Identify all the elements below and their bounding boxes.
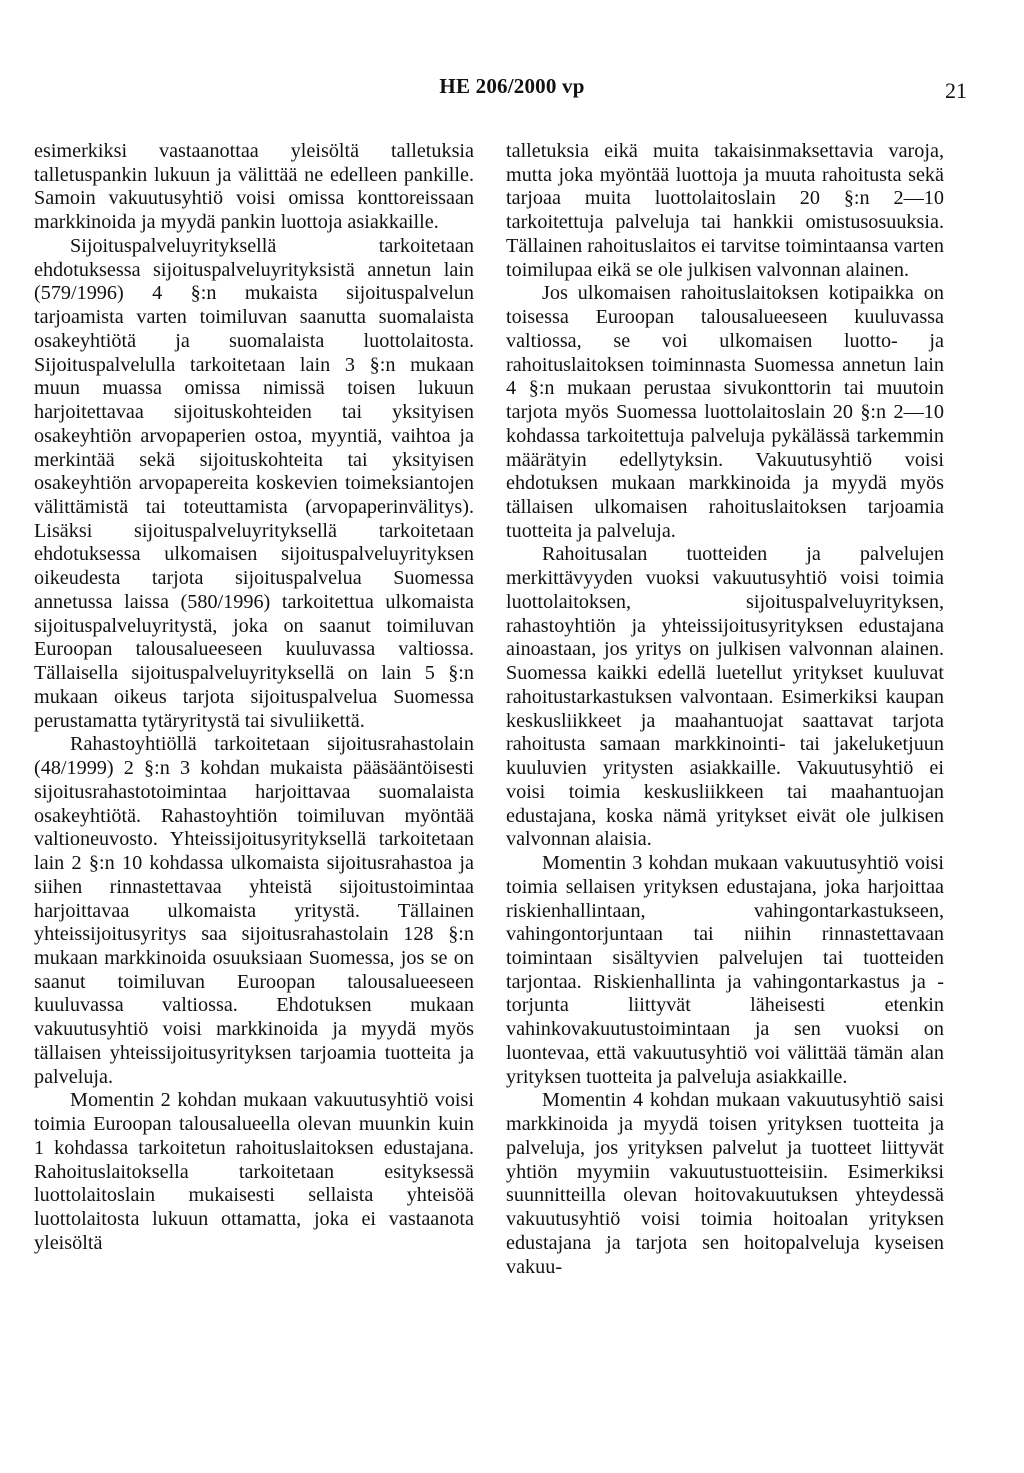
paragraph: Momentin 2 kohdan mukaan vakuutusyhtiö voisi toimia Euroopan talousalueella olevan muunkin kuin 1 kohdassa tarkoitetun rahoituslaitoksen edustajana. Rahoituslaitoksella tarkoitetaan esityksessä luottolaitoslain mukaisesti sellaista yhteisöä luottolaitosta lukuun ottamatta, joka ei vastaanota yleisöltä [34, 1089, 474, 1254]
paragraph: Rahastoyhtiöllä tarkoitetaan sijoitusrahastolain (48/1999) 2 §:n 3 kohdan mukaista pääsääntöisesti sijoitusrahastotoimintaa harjoittavaa suomalaista osakeyhtiötä. Rahastoyhtiön toimiluvan myöntää valtioneuvosto. Yhteissijoitusyrityksellä tarkoitetaan lain 2 §:n 10 kohdassa ulkomaista sijoitusrahastoa ja siihen rinnastettavaa yhteistä sijoitustoimintaa harjoittavaa ulkomaista yritystä. Tällainen yhteissijoitusyritys saa sijoitusrahastolain 128 §:n mukaan markkinoida osuuksiaan Suomessa, jos se on saanut toimiluvan Euroopan talousalueeseen kuuluvassa valtiossa. Ehdotuksen mukaan vakuutusyhtiö voisi markkinoida ja myydä myös tällaisen yhteissijoitusyrityksen tarjoamia tuotteita ja palveluja. [34, 733, 474, 1088]
document-id: HE 206/2000 vp [439, 74, 585, 98]
paragraph: esimerkiksi vastaanottaa yleisöltä talletuksia talletuspankin lukuun ja välittää ne edelleen pankille. Samoin vakuutusyhtiö voisi omissa konttoreissaan markkinoida ja myydä pankin luottoja asiakkaille. [34, 140, 474, 234]
paragraph: talletuksia eikä muita takaisinmaksettavia varoja, mutta joka myöntää luottoja ja muuta rahoitusta sekä tarjoaa muita luottolaitoslain 20 §:n 2—10 tarkoitettuja palveluja tai hankkii omistusosuuksia. Tällainen rahoituslaitos ei tarvitse toimintaansa varten toimilupaa eikä se ole julkisen valvonnan alainen. [506, 140, 944, 281]
paragraph: Rahoitusalan tuotteiden ja palvelujen merkittävyyden vuoksi vakuutusyhtiö voisi toimia luottolaitoksen, sijoituspalveluyrityksen, rahastoyhtiön ja yhteissijoitusyrityksen edustajana ainoastaan, jos yritys on julkisen valvonnan alainen. Suomessa kaikki edellä luetellut yritykset kuuluvat rahoitustarkastuksen valvontaan. Esimerkiksi kaupan keskusliikkeet ja maahantuojat saattavat tarjota rahoitusta samaan markkinointi- tai jakeluketjuun kuuluvien yritysten asiakkaille. Vakuutusyhtiö ei voisi toimia keskusliikkeen tai maahantuojan edustajana, koska nämä yritykset eivät ole julkisen valvonnan alaisia. [506, 543, 944, 851]
page-number: 21 [945, 78, 967, 103]
paragraph: Sijoituspalveluyrityksellä tarkoitetaan ehdotuksessa sijoituspalveluyrityksistä annetun lain (579/1996) 4 §:n mukaista sijoituspalvelun tarjoamista varten toimiluvan saanutta suomalaista osakeyhtiötä ja suomalaista luottolaitosta. Sijoituspalvelulla tarkoitetaan lain 3 §:n mukaan muun muassa omissa nimissä toisen lukuun harjoitettavaa sijoituskohteiden tai yksityisen osakeyhtiön arvopaperien ostoa, myyntiä, vaihtoa ja merkintää sekä sijoituskohteita tai yksityisen osakeyhtiön arvopapereita koskevien toimeksiantojen välittämistä tai toteuttamista (arvopaperinvälitys). Lisäksi sijoituspalveluyrityksellä tarkoitetaan ehdotuksessa ulkomaisen sijoituspalveluyrityksen oikeudesta tarjota sijoituspalvelua Suomessa annetussa laissa (580/1996) tarkoitettua ulkomaista sijoituspalveluyritystä, joka on saanut toimiluvan Euroopan talousalueeseen kuuluvassa valtiossa. Tällaisella sijoituspalveluyrityksellä on lain 5 §:n mukaan oikeus tarjota sijoituspalvelua Suomessa perustamatta tytäryritystä tai sivuliikettä. [34, 234, 474, 732]
paragraph: Momentin 4 kohdan mukaan vakuutusyhtiö saisi markkinoida ja myydä toisen yrityksen tuotteita ja palveluja, jos yrityksen palvelut ja tuotteet liittyvät yhtiön myymiin vakuutustuotteisiin. Esimerkiksi suunnitteilla olevan hoitovakuutuksen yhteydessä vakuutusyhtiö voisi toimia hoitoalan yrityksen edustajana ja tarjota sen hoitopalveluja kyseisen vakuu- [506, 1089, 944, 1278]
paragraph: Momentin 3 kohdan mukaan vakuutusyhtiö voisi toimia sellaisen yrityksen edustajana, joka harjoittaa riskienhallintaan, vahingontarkastukseen, vahingontorjuntaan tai niihin rinnastettavaan toimintaan sisältyvien palvelujen tai tuotteiden tarjontaa. Riskienhallinta ja vahingontarkastus ja -torjunta liittyvät läheisesti etenkin vahinkovakuutustoimintaan ja sen vuoksi on luontevaa, että vakuutusyhtiö voi välittää tämän alan yrityksen tuotteita ja palveluja asiakkaille. [506, 852, 944, 1088]
left-column [34, 140, 474, 1256]
paragraph: Jos ulkomaisen rahoituslaitoksen kotipaikka on toisessa Euroopan talousalueeseen kuuluvassa valtiossa, se voi ulkomaisen luotto- ja rahoituslaitoksen toiminnasta Suomessa annetun lain 4 §:n mukaan perustaa sivukonttorin tai muutoin tarjota myös Suomessa luottolaitoslain 20 §:n 2—10 kohdassa tarkoitettuja palveluja pykälässä tarkemmin määrätyin edellytyksin. Vakuutusyhtiö voisi ehdotuksen mukaan markkinoida ja myydä myös tällaisen ulkomaisen rahoituslaitoksen tarjoamia tuotteita ja palveluja. [506, 282, 944, 542]
page-header [0, 74, 1024, 114]
right-column [506, 140, 944, 1279]
